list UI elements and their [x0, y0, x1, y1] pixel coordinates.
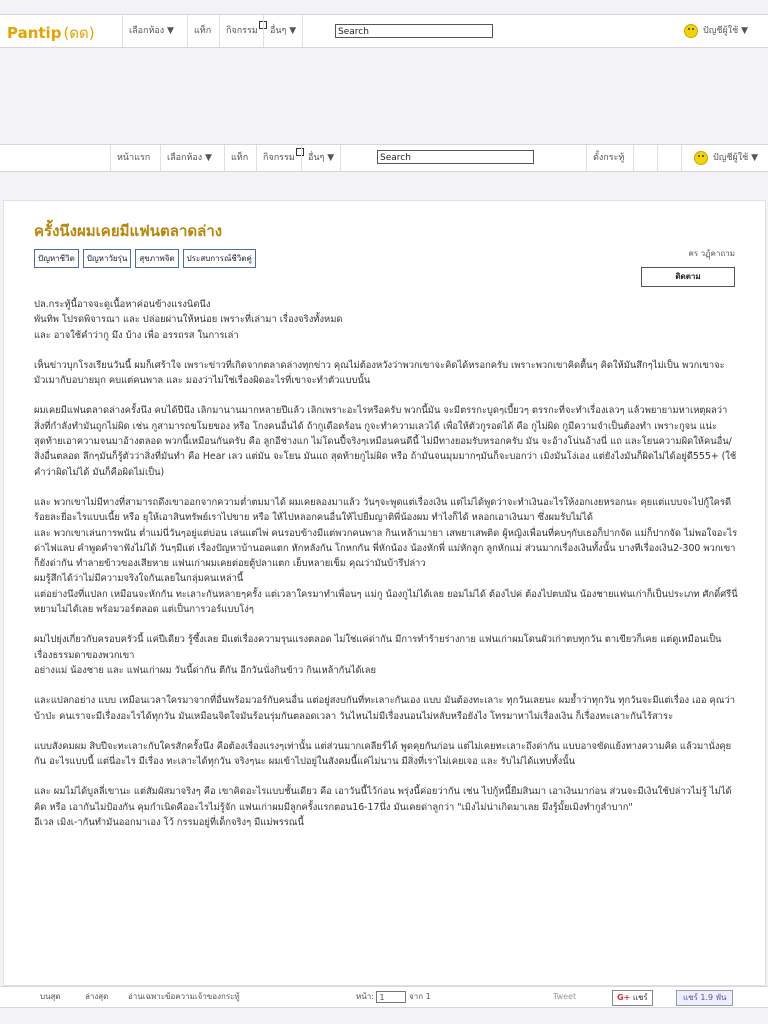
body-line: แบบสังคมผม สิบปีจะทะเลาะกับใครสักครั้งนึง คือต้องเรื่องแรงๆเท่านั้น แต่ส่วนมากเคลียร์ได้ พูดคุยกันก่อน แต่ไม่เคยทะเลาะถึงด่ากัน แบบอาจขัดแย้งทางความคิด แล้วมานั่งคุยกัน อะไรแบบนี้ แต่นี่อะไร มีเรื่อง ทะเลาะได้ทุกวัน จริงๆนะ ผมเข้าไปอยู่ในสังคมนี้แค่ไม่นาน มีสิ่งที่เราไม่เคยเจอ และ รับไม่ได้แทบทั้งนั้น [34, 740, 732, 768]
nav-select-room[interactable]: เลือกห้อง ▼ [122, 15, 180, 47]
tag-couple-experience[interactable]: ประสบการณ์ชีวิตคู่ [183, 249, 256, 268]
body-line: อีเวล เมิงเ-ากันทำมันออกมาเอง โว้ กรรมอยู่ที่เด็กจริงๆ มีแม่พรรณนี้ [34, 817, 304, 829]
nav-tags-2[interactable]: แท็ก [224, 145, 254, 171]
topic-body [34, 297, 739, 845]
tag-mental-health[interactable]: สุขภาพจิต [135, 249, 178, 268]
topic-type-label: คร วฏุ้คาถาม [688, 249, 735, 258]
body-line: เห็นข่าวบุกโรงเรียนวันนี้ ผมก็เศร้าใจ เพราะข่าวที่เกิดจากตลาดล่างทุกข่าว คุณไม่ต้องหวังว่าพวกเขาจะคิดได้หรอกครับ เพราะพวกเขาคิดตื้นๆ คิดให้มันสึกๆไม่เป็น พวกเขาจะมัวเมากับอบายมุก คบแต่คนพาล และ มองว่าไม่ใช่เรื่องผิดอะไรที่เขาจะทำตัวแบบนั้น [34, 359, 725, 387]
page-total: จาก 1 [409, 992, 431, 1001]
google-share-label: แชร์ [632, 993, 648, 1002]
body-line: อย่างแม่ น้องชาย และ แฟนเก่าผม วันนี้ด่ากัน ตีกัน อีกวันนั่งกินข้าว กินเหล้ากันได้เลย [34, 664, 377, 676]
body-paragraph [34, 495, 739, 617]
scroll-top-link[interactable]: บนสุด [40, 992, 61, 1001]
secondary-navbar [0, 144, 768, 172]
page-number-input[interactable]: 1 [376, 991, 406, 1003]
nav-more-2[interactable]: อื่นๆ ▼ [301, 145, 341, 171]
body-line: ผมไปยุ่งเกี่ยวกับครอบครัวนี้ แค่ปีเดียว รู้ซึ้งเลย มีแต่เรื่องความรุนแรงตลอด ไม่ใช่แค่ด่ากัน มีการทำร้ายร่างกาย แฟนเก่าผมโดนผัวเก่าตบทุกวัน ตาเขียวก็เคย แต่ดูเหมือนเป็นเรื่องธรรมดาของพวกเขา [34, 634, 722, 661]
page-label: หน้า: [356, 992, 374, 1001]
body-line: และ ผมไม่ได้บูลลี่เขานะ แต่สัมผัสมาจริงๆ คือ เขาคิดอะไรแบบชั้นเดียว คือ เอาวันนี้ไว้ก่อน พรุ่งนี้ค่อยว่ากัน เช่น ไปกู้หนี้ยืมสินมา เอาเงินมาก่อน ส่วนจะมีเงินใช้ปล่าวไม่รู้ ไม่ได้คิด หรือ เอากันไม่ป้องกัน คุมกำเนิดคืออะไรไม่รู้จัก แฟนเก่าผมมีลูกครั้งแรกตอน16-17นึ่ง มันเคยด่าลูกว่า "เมิงไม่น่าเกิดมาเลย มึงรู้มั้ยเมิงทำกูลำบาก" [34, 786, 732, 813]
logo-text: Pantip [7, 24, 62, 42]
body-line: ผมเคยมีแฟนตลาดล่างครั้งนึง คบได้ปีนึง เลิกมานานมากหลายปีแล้ว เลิกเพราะอะไรหรือครับ พวกนี้มัน จะมีตรรกะบูดๆเบี้ยวๆ ตรรกะที่จะทำเรื่องเลวๆ แล้วพยายามหาเหตุผลว่า สิ่งที่กำลังทำมันถูกไม่ผิด เช่น กูสามารถขโมยของ หรือ โกงคนอื่นได้ ถ้ากูเดือดร้อน กูจะทำความเลวได้ เพื่อให้ตัวกูรอดได้ คือ กูไม่ผิด กูมีความจำเป็นต้องทำ เพราะกูจน แน่ะ สุดท้ายเอาความจนมาอ้างตลอด พวกนี้เหมือนกันครับ คือ ลูกอีช่างแก ไม่โดนปี้จริงๆเหมือนคนดีนี้ ไม่มีทางยอมรับหรอกครับ มัน จะอ้างโน่นอ้างนี่ แถ และโยนความผิดให้คนอื่น/สิ่งอื่นตลอด ลึกๆมันก็รู้ตัวว่าสิ่งที่มันทำ คือ Hear เลว แต่มัน จะโยน มันแถ สุดท้ายกูไม่ผิด หรือ ถ้ามันจนมุมมากๆมันก็จะบอกว่า เมิงมันโง่เอง แต่ยังไงมันก็ผิดไม่ได้อยู่ดี555+ (ใช้คำว่าผิดไม่ได้ มันก็คือผิดไม่เป็น) [34, 405, 737, 478]
body-line: และแปลกอย่าง แบบ เหมือนเวลาใครมาจากที่อื่นพร้อมวอร์กับคนอื่น แต่อยู่สงบกันที่ทะเลาะกันเอง แบบ มันต้องทะเลาะ ทุกวันเลยนะ ผมย้ำว่าทุกวัน ทุกวันจะมีแต่เรื่อง เออ คุณว่าบ้าป่ะ คนเราจะมีเรื่องอะไรได้ทุกวัน มันเหมือนจิตใจมันร้อนรุ่มกันตลอดเวลา วันไหนไม่มีเรื่องนอนไม่หลับหรือยังไง โทรมาหาไม่เรื่องเงิน ก็เรื่องทะเลาะกันไร้สาระ [34, 695, 736, 722]
pagination [356, 987, 431, 1007]
new-topic-link[interactable]: ตั้งกระทู้ [586, 145, 630, 171]
tweet-button[interactable]: Tweet [553, 992, 577, 1001]
facebook-share-count[interactable]: แชร์ 1.9 พัน [676, 990, 733, 1006]
google-share-button[interactable] [612, 990, 653, 1006]
smiley-avatar-2-icon [694, 151, 708, 165]
tag-teen-problems[interactable]: ปัญหาวัยรุ่น [83, 249, 132, 268]
body-line: ปล.กระทู้นี้อาจจะดูเนื้อหาค่อนข้างแรงนิดนึง [34, 299, 211, 310]
body-paragraph [34, 784, 739, 830]
body-paragraph [34, 358, 739, 389]
nav-tags[interactable]: แท็ก [187, 15, 217, 47]
topic-panel [3, 200, 766, 986]
search-input[interactable]: Search [335, 24, 493, 38]
body-line: และ อาจใช้คำว่ากู มึง บ้าง เพื่อ อรรถรส ในการเล่า [34, 329, 239, 341]
bottom-toolbar [0, 986, 768, 1008]
follow-button[interactable]: ติดตาม [641, 267, 735, 287]
body-line: แต่อย่างนึงที่แปลก เหมือนจะหักกัน ทะเลาะกันหลายๆครั้ง แต่เวลาใครมาทำเพื่อนๆ แม่กู น้องกูไม่ได้เลย ยอมไม่ได้ ต้องไปค่ ต้องไปตบมัน น้องชายแฟนเก่าก็เป็นประเภท ศักดิ์ศรีนี่หยามไม่ได้เลย พร้อมวอร์ตลอด แต่เป็นการวอร์แบบโง่ๆ [34, 588, 738, 616]
nav-activities-label: กิจกรรม [226, 26, 258, 36]
topic-title: ครั้งนึงผมเคยมีแฟนตลาดล่าง [34, 222, 223, 240]
pantip-logo[interactable] [7, 21, 95, 45]
nav-blank-1[interactable] [633, 145, 657, 171]
body-paragraph [34, 403, 739, 479]
scroll-bottom-link[interactable]: ล่างสุด [85, 992, 109, 1001]
body-line: พันทิพ โปรดพิจารณา และ ปล่อยผ่านให้หน่อย เพราะที่เล่ามา เรื่องจริงทั้งหมด [34, 314, 343, 326]
nav-activities-2-label: กิจกรรม [263, 153, 295, 163]
logo-mark-icon: (ดด) [63, 24, 95, 42]
tag-life-problems[interactable]: ปัญหาชีวิต [34, 249, 79, 268]
search-input-2[interactable]: Search [377, 150, 534, 164]
owner-only-link[interactable]: อ่านเฉพาะข้อความเจ้าของกระทู้ [128, 992, 240, 1001]
user-account-2-label: ปัญชีผู้ใช้ ▼ [713, 153, 759, 163]
user-account-menu-2[interactable] [694, 145, 758, 171]
top-navbar [0, 14, 768, 48]
user-account-label: ปัญชีผู้ใช้ ▼ [703, 26, 749, 36]
body-line: ผมรู้สึกได้ว่าไม่มีความจริงใจกันเลยในกลุ่มคนเหล่านี้ [34, 573, 244, 585]
smiley-avatar-icon [684, 24, 698, 38]
nav-more[interactable]: อื่นๆ ▼ [263, 15, 303, 47]
body-paragraph [34, 297, 739, 343]
body-paragraph [34, 632, 739, 678]
nav-blank-2[interactable] [657, 145, 682, 171]
topic-tags [34, 249, 260, 268]
google-plus-icon: G+ [617, 993, 631, 1002]
nav-home[interactable]: หน้าแรก [110, 145, 156, 171]
body-line: และ พวกเขาเล่นการพนัน ต่ำแม่นี่วันๆอยู่แต่บ่อน เล่นแต่ไพ่ คนรอบข้างมีแต่พวกคนพาล กินเหล้าเมายา เสพยาเสพติด ผู้หญิงเพื่อนที่คบๆกับเธอก็ปากจัด แม่ก็ปากจัด ไม่พอใจอะไรด่าไฟแลบ คำพูดคำจาฟังไม่ได้ วันๆมีแต่ เรื่องปัญหาบ้านอคแตก หักหลังกัน โกหกกัน พี่หักน้อง น้องหักพี่ แม่หักลูก ลูกหักแม่ ส่วนมากเรื่องเงินทั้งนั้น บางทีเรื่องเงิน2-300 พวกเขาก็ยังด่ากัน ทำลายข้าวของเสียหาย แฟนเก่าผมเคยต่อยตู้ปลาแตก เย็บหลายเข็ม คุณว่ามันบ้ารึปล่าว [34, 527, 738, 570]
body-paragraph [34, 739, 739, 770]
user-account-menu[interactable] [684, 15, 748, 47]
body-paragraph [34, 693, 739, 724]
body-line: และ พวกเขาไม่มีทางที่สามารถดึงเขาออกจากความต่ำตมมาได้ ผมเคยลองมาแล้ว วันๆจะพูดแต่เรื่องเงิน แต่ไม่ได้พูดว่าจะทำเงินอะไรให้งอกเงยหรอกนะ คุยแต่แบบจะไปกู้ใครดี ร้อยละยี่อะไรแบบเนี้ย หรือ ยุให้เอาสินทรัพย์เราไปขาย หรือ ให้ไปหลอกคนอื่นให้ไปยืมญาติพี่น้องผม ทำไงก็ได้ หลอกเอาเงินมา ซึ่งผมรับไม่ได้ [34, 496, 732, 524]
nav-select-room-2[interactable]: เลือกห้อง ▼ [160, 145, 218, 171]
